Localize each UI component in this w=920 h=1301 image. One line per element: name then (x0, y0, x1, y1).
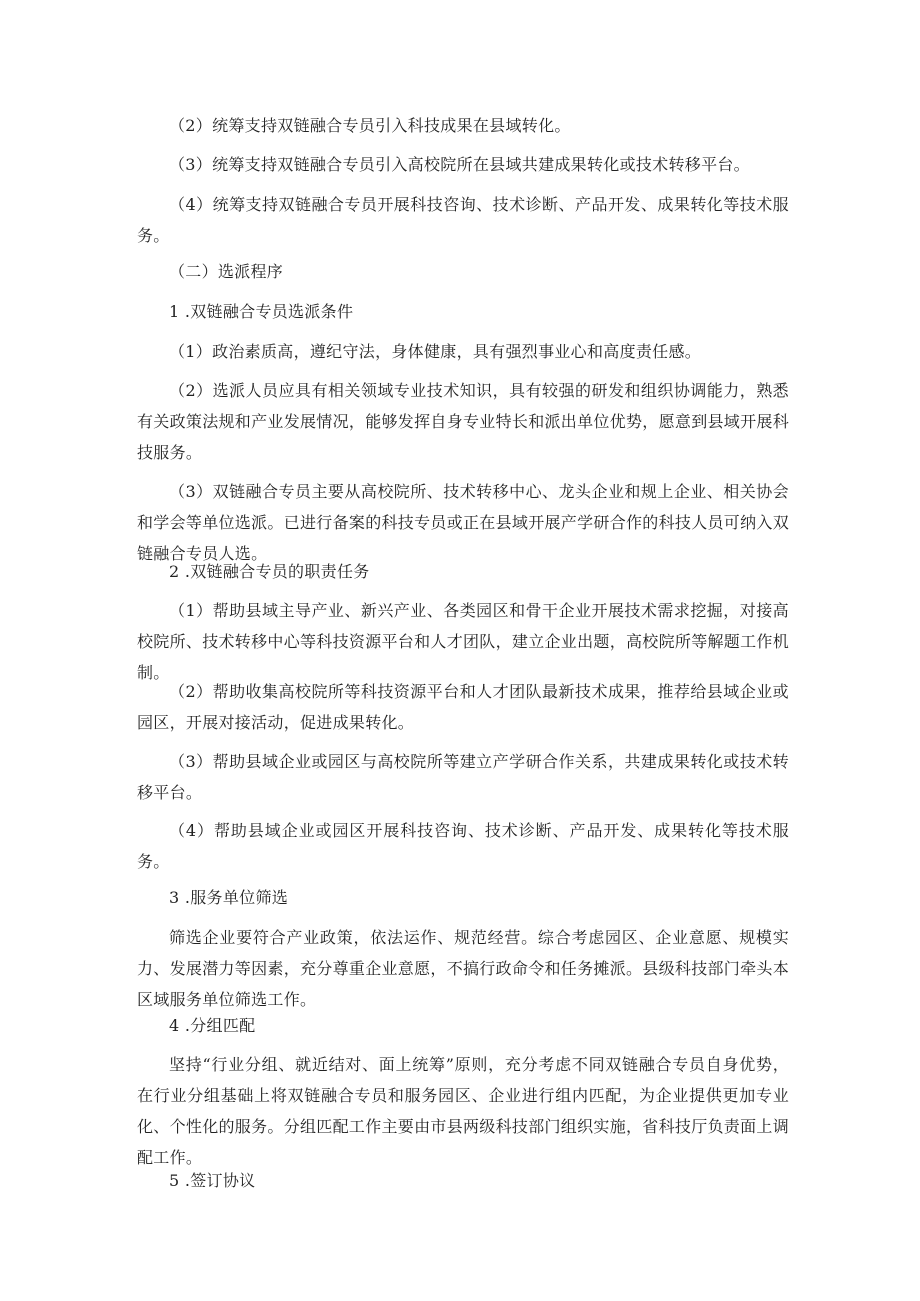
paragraph-duty-3: （3）帮助县域企业或园区与高校院所等建立产学研合作关系，共建成果转化或技术转移平台。 (137, 752, 789, 802)
subheading-sign-agreement: 5 .签订协议 (169, 1171, 256, 1190)
paragraph-support-3: （3）统筹支持双链融合专员引入高校院所在县域共建成果转化或技术转移平台。 (169, 155, 750, 174)
subheading-group-matching: 4 .分组匹配 (169, 1016, 256, 1035)
subheading-conditions: 1 .双链融合专员选派条件 (169, 302, 354, 321)
paragraph-support-2: （2）统筹支持双链融合专员引入科技成果在县域转化。 (169, 116, 571, 135)
paragraph-condition-2: （2）选派人员应具有相关领域专业技术知识，具有较强的研发和组织协调能力，熟悉有关政策法规和产业发展情况，能够发挥自身专业特长和派出单位优势，愿意到县域开展科技服务。 (137, 381, 790, 462)
paragraph-duty-4: （4）帮助县域企业或园区开展科技咨询、技术诊断、产品开发、成果转化等技术服务。 (137, 821, 789, 871)
paragraph-condition-3: （3）双链融合专员主要从高校院所、技术转移中心、龙头企业和规上企业、相关协会和学会等单位选派。已进行备案的科技专员或正在县域开展产学研合作的科技人员可纳入双链融合专员人选。 (137, 482, 790, 563)
subheading-duties: 2 .双链融合专员的职责任务 (169, 562, 370, 581)
paragraph-duty-2: （2）帮助收集高校院所等科技资源平台和人才团队最新技术成果，推荐给县域企业或园区，开展对接活动，促进成果转化。 (137, 682, 789, 732)
paragraph-unit-screening: 筛选企业要符合产业政策，依法运作、规范经营。综合考虑园区、企业意愿、规模实力、发展潜力等因素，充分尊重企业意愿，不搞行政命令和任务摊派。县级科技部门牵头本区域服务单位筛选工作。 (137, 928, 790, 1009)
subheading-unit-screening: 3 .服务单位筛选 (169, 888, 289, 907)
paragraph-duty-1: （1）帮助县域主导产业、新兴产业、各类园区和骨干企业开展技术需求挖掘，对接高校院所、技术转移中心等科技资源平台和人才团队，建立企业出题，高校院所等解题工作机制。 (137, 601, 790, 682)
paragraph-group-matching: 坚持“行业分组、就近结对、面上统筹”原则，充分考虑不同双链融合专员自身优势，在行业分组基础上将双链融合专员和服务园区、企业进行组内匹配，为企业提供更加专业化、个性化的服务。分组匹配工作主要由市县两级科技部门组织实施，省科技厅负责面上调配工作。 (137, 1055, 790, 1167)
paragraph-support-4: （4）统筹支持双链融合专员开展科技咨询、技术诊断、产品开发、成果转化等技术服务。 (137, 195, 789, 245)
section-heading-selection: （二）选派程序 (169, 262, 284, 281)
paragraph-condition-1: （1）政治素质高，遵纪守法，身体健康，具有强烈事业心和高度责任感。 (169, 342, 702, 361)
